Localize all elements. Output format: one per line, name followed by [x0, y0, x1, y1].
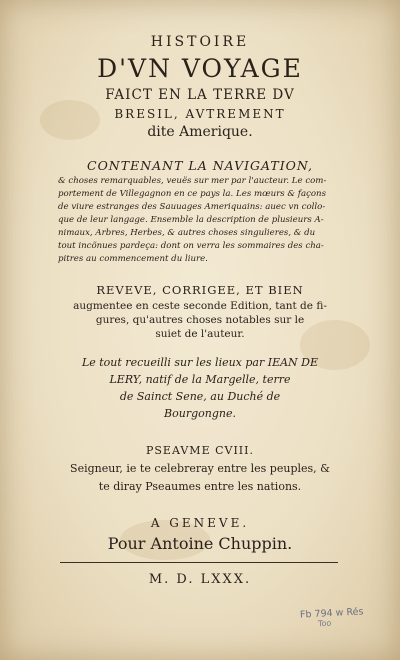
title-line-4: BRESIL, AVTREMENT	[114, 107, 286, 121]
imprint-year: M. D. LXXX.	[148, 572, 252, 587]
imprint-printer: Pour Antoine Chuppin.	[107, 534, 293, 553]
shelfmark: Fb 794 w Rés	[299, 606, 364, 621]
shelfmark-secondary: Too	[317, 618, 332, 629]
psalm-line-2: te diray Pseaumes entre les nations.	[98, 480, 302, 493]
revision-heading: REVEVE, CORRIGEE, ET BIEN	[96, 283, 304, 297]
author-line-2: LERY, natif de la Margelle, terre	[109, 373, 291, 386]
contents-heading: CONTENANT LA NAVIGATION,	[87, 158, 313, 173]
psalm-line-1: Seigneur, ie te celebreray entre les peuples, &	[70, 462, 330, 475]
psalm-heading: PSEAVME CVIII.	[146, 444, 254, 457]
author-line-3: de Sainct Sene, au Duché de	[119, 390, 281, 403]
title-line-2: D'VN VOYAGE	[97, 54, 303, 83]
revision-line-3: suiet de l'auteur.	[155, 328, 245, 340]
author-line-4: Bourgongne.	[164, 407, 236, 420]
imprint-place: A GENEVE.	[150, 516, 250, 530]
revision-line-1: augmentee en ceste seconde Edition, tant de fi-	[73, 300, 327, 312]
contents-line: tout incõnues pardeça: dont on verra les sommaires des cha-	[58, 241, 324, 251]
contents-line: & choses remarquables, veuës sur mer par l'aucteur. Le com-	[58, 176, 327, 186]
title-line-3: FAICT EN LA TERRE DV	[105, 87, 295, 103]
imprint-rule	[60, 562, 338, 563]
contents-line: nimaux, Arbres, Herbes, & autres choses singulieres, & du	[58, 228, 316, 238]
author-line-1: Le tout recueilli sur les lieux par IEAN DE	[81, 356, 319, 369]
contents-line: pitres au commencement du liure.	[58, 254, 208, 264]
title-line-1: HISTOIRE	[150, 34, 250, 50]
revision-line-2: gures, qu'autres choses notables sur le	[95, 314, 305, 326]
contents-line: de viure estranges des Sauuages Ameriquains: auec vn collo-	[58, 202, 326, 212]
title-line-5: dite Amerique.	[147, 124, 253, 140]
contents-line: que de leur langage. Ensemble la description de plusieurs A-	[58, 215, 324, 225]
contents-line: portement de Villegagnon en ce pays la. Les mœurs & façons	[58, 189, 327, 199]
